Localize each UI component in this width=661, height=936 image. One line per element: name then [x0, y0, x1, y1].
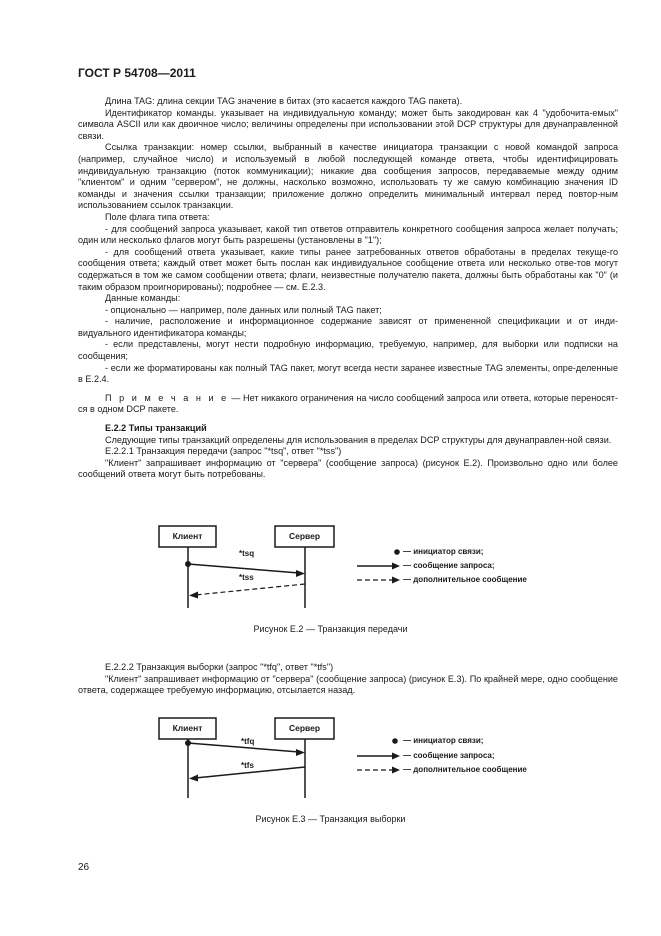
request-arrow-head [296, 570, 305, 577]
paragraph-data-optional: - опционально — например, поле данных или полный TAG пакет; [105, 304, 382, 315]
paragraph-tag-length: Длина TAG: длина секции TAG значение в битах (это касается каждого TAG пакета). [105, 96, 463, 106]
note-label: П р и м е ч а н и е [105, 392, 229, 403]
paragraph-command-data: Данные команды: [105, 293, 181, 304]
paragraph-flag-response: - для сообщений ответа указывает, какие типы ранее затребованных ответов обработаны в пределах текуще-го сообщения ответа; каждый ответ может быть послан как индивидуальное сообщение ответа или несколько отве-тов могут содержаться в том же самом сообщении ответа; флаги, неизвестные получателю пакета, должны быть обработаны как "0" (и таким образом проигнорированы); подробнее — см. Е.2.3. [78, 246, 618, 292]
paragraph-data-tag: - если же форматированы как полный TAG пакет, могут всегда нести заранее известные TAG элементы, опре-деленные в Е.2.4. [78, 362, 618, 385]
paragraph-data-presence: - наличие, расположение и информационное содержание зависят от примененной спецификации и от инди-видуального идентификатора команды; [78, 316, 618, 338]
sub2-title: Е.2.2.2 Транзакция выборки (запрос "*tfq", ответ "*tfs") [105, 662, 334, 672]
legend-request: — сообщение запроса; [403, 561, 495, 570]
client-label: Клиент [172, 723, 203, 733]
server-label: Сервер [288, 723, 321, 733]
request-label: *tfq [241, 737, 255, 746]
paragraph-flag-request: - для сообщений запроса указывает, какой тип ответов отправитель конкретного сообщения запроса желает получать; один или несколько флагов могут быть разрешены (установлены в "1"); [78, 223, 618, 246]
legend-dashed-head [392, 767, 400, 774]
figure-caption: Рисунок Е.3 — Транзакция выборки [255, 814, 406, 824]
client-label: Клиент [172, 531, 203, 541]
paragraph-response-flag: Поле флага типа ответа: [105, 211, 210, 222]
note [78, 393, 618, 416]
section-title: Е.2.2 Типы транзакций [105, 423, 207, 434]
figure-caption: Рисунок Е.2 — Транзакция передачи [253, 624, 408, 634]
paragraph-transaction-ref: Ссылка транзакции: номер ссылки, выбранный в качестве инициатора транзакции с новой командой запроса (например, случайное число) и используемый в любой последующей команде ответа, чтобы идентифицировать индивидуальную транзакцию (поток коммуникации); никакие два сообщения запросов, передаваемые между одним "клиентом" и одним "сервером", не должны, насколько возможно, использовать ту же самую комбинацию значения ID команды и значения ссылки транзакции; приложение должно определить минимальный интервал перед повтор-ным использованием ссылок транзакции. [78, 142, 618, 211]
sub1-text: "Клиент" запрашивает информацию от "сервера" (сообщение запроса) (рисунок Е.2). Произвольно одно или более сообщений ответа могут быть потребованы. [78, 457, 618, 480]
legend-dot [392, 738, 398, 744]
legend-dashed-head [392, 577, 400, 584]
paragraph-data-detail: - если представлены, могут нести подробную информацию, требуемую, например, для выборки или подписки на сообщения; [78, 339, 618, 362]
section-intro: Следующие типы транзакций определены для использования в пределах DCP структуры для двунаправлен-ной связи. [105, 434, 612, 445]
subsection-block [78, 662, 618, 697]
legend-additional: — дополнительное сообщение [403, 765, 527, 774]
request-label: *tsq [239, 549, 255, 558]
paragraph-command-id: Идентификатор команды. указывает на индивидуальную команду; может быть закодирован как 4 "удобочита-емых" символа ASCII или как двоичное число; величины определены при использовании этой DCP структуры для двунаправленной связи. [78, 107, 618, 141]
sub1-title: Е.2.2.1 Транзакция передачи (запрос "*tsq", ответ "*tss") [105, 446, 342, 457]
page-number: 26 [78, 862, 90, 873]
legend-solid-head [392, 563, 400, 570]
server-label: Сервер [288, 531, 321, 541]
legend-dot [394, 549, 400, 555]
response-label: *tfs [241, 761, 254, 770]
figure-e3 [0, 712, 661, 832]
figure-e2 [0, 520, 661, 640]
definitions-block [78, 96, 618, 481]
legend-initiator: — инициатор связи; [403, 547, 484, 556]
note-text: — Нет никакого ограничения на число сообщений запроса или ответа, которые переносят-ся в одном DCP пакете. [78, 392, 618, 415]
response-arrow [195, 584, 305, 595]
response-arrow-head [189, 592, 198, 599]
request-arrow-head [296, 749, 305, 756]
legend-initiator: — инициатор связи; [403, 736, 484, 745]
legend-request: — сообщение запроса; [403, 751, 495, 760]
legend-solid-head [392, 753, 400, 760]
legend-additional: — дополнительное сообщение [403, 575, 527, 584]
response-label: *tss [239, 573, 254, 582]
response-arrow-head [189, 775, 198, 782]
document-header: ГОСТ Р 54708—2011 [78, 66, 196, 80]
request-arrow [188, 564, 299, 573]
sub2-text: "Клиент" запрашивает информацию от "сервера" (сообщение запроса) (рисунок Е.3). По крайней мере, одно сообщение ответа, содержащее требуемую информацию, отсылается назад. [78, 673, 618, 696]
